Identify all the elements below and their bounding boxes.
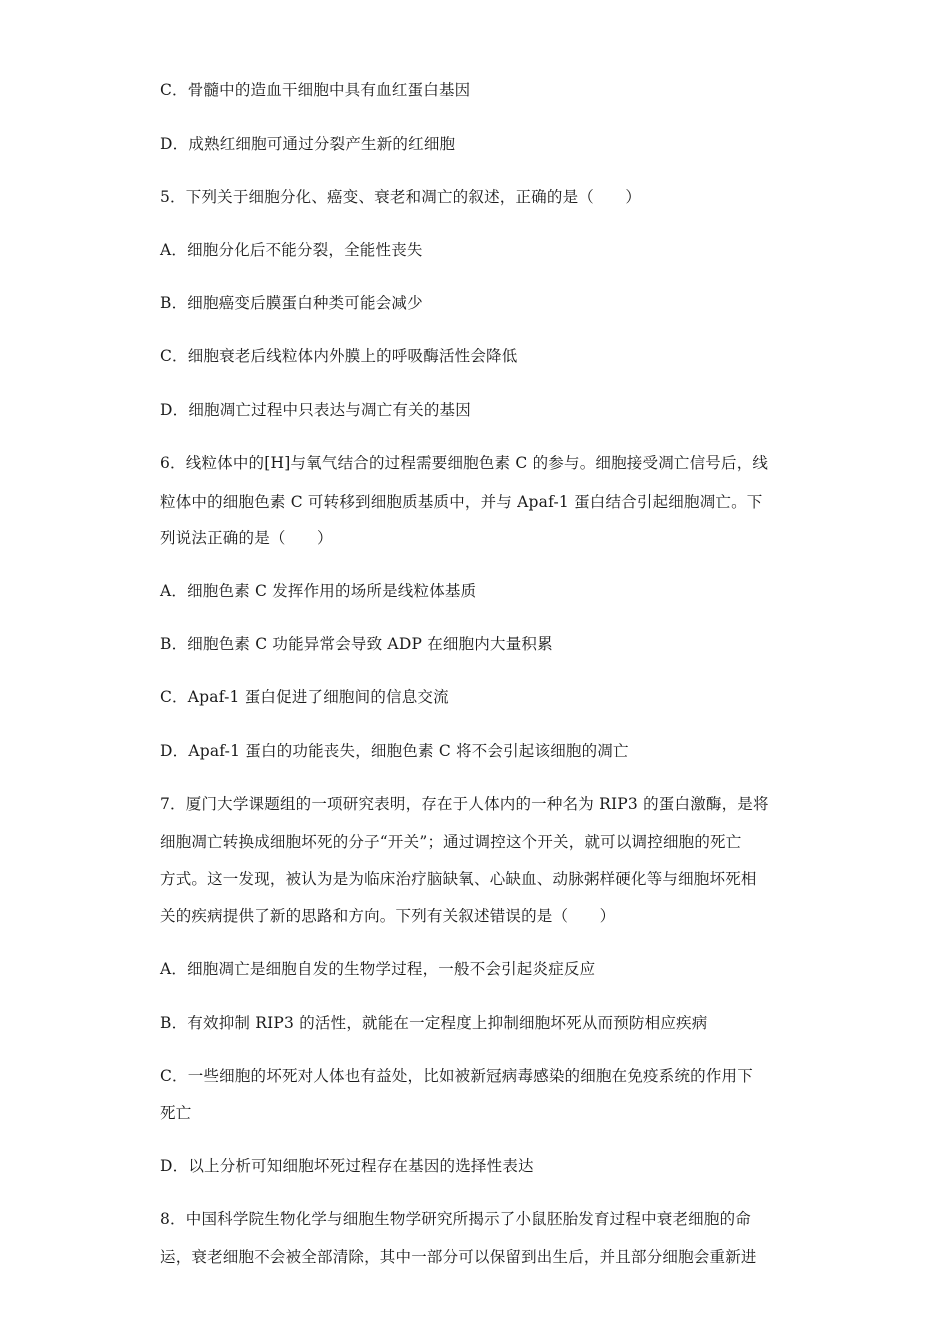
q5-option-c: C．细胞衰老后线粒体内外膜上的呼吸酶活性会降低 — [160, 347, 518, 365]
q6-option-b: B．细胞色素 C 功能异常会导致 ADP 在细胞内大量积累 — [160, 635, 553, 653]
q7-stem-line-1: 7．厦门大学课题组的一项研究表明，存在于人体内的一种名为 RIP3 的蛋白激酶，是将 — [160, 795, 769, 813]
q7-option-c-line-2: 死亡 — [160, 1104, 192, 1122]
q6-option-a: A．细胞色素 C 发挥作用的场所是线粒体基质 — [160, 582, 477, 600]
q4-option-c: C．骨髓中的造血干细胞中具有血红蛋白基因 — [160, 81, 471, 99]
q7-option-a: A．细胞凋亡是细胞自发的生物学过程，一般不会引起炎症反应 — [160, 960, 596, 978]
q8-stem-line-2: 运，衰老细胞不会被全部清除，其中一部分可以保留到出生后，并且部分细胞会重新进 — [160, 1248, 757, 1266]
q5-option-d: D．细胞凋亡过程中只表达与凋亡有关的基因 — [160, 401, 471, 419]
q5-option-a: A．细胞分化后不能分裂，全能性丧失 — [160, 241, 423, 259]
q7-stem-line-2: 细胞凋亡转换成细胞坏死的分子“开关”；通过调控这个开关，就可以调控细胞的死亡 — [160, 833, 742, 851]
q7-option-d: D．以上分析可知细胞坏死过程存在基因的选择性表达 — [160, 1157, 534, 1175]
q7-stem-line-4: 关的疾病提供了新的思路和方向。下列有关叙述错误的是（ ） — [160, 907, 616, 925]
q5-option-b: B．细胞癌变后膜蛋白种类可能会减少 — [160, 294, 423, 312]
q6-option-d: D．Apaf-1 蛋白的功能丧失，细胞色素 C 将不会引起该细胞的凋亡 — [160, 742, 629, 760]
q6-option-c: C．Apaf-1 蛋白促进了细胞间的信息交流 — [160, 688, 449, 706]
q8-stem-line-1: 8．中国科学院生物化学与细胞生物学研究所揭示了小鼠胚胎发育过程中衰老细胞的命 — [160, 1210, 751, 1228]
q4-option-d: D．成熟红细胞可通过分裂产生新的红细胞 — [160, 135, 456, 153]
q6-stem-line-3: 列说法正确的是（ ） — [160, 529, 333, 547]
q7-option-b: B．有效抑制 RIP3 的活性，就能在一定程度上抑制细胞坏死从而预防相应疾病 — [160, 1014, 708, 1032]
q7-stem-line-3: 方式。这一发现，被认为是为临床治疗脑缺氧、心缺血、动脉粥样硬化等与细胞坏死相 — [160, 870, 757, 888]
q5-stem: 5．下列关于细胞分化、癌变、衰老和凋亡的叙述，正确的是（ ） — [160, 188, 642, 206]
q6-stem-line-2: 粒体中的细胞色素 C 可转移到细胞质基质中，并与 Apaf-1 蛋白结合引起细胞凋亡。下 — [160, 493, 763, 511]
q6-stem-line-1: 6．线粒体中的[H]与氧气结合的过程需要细胞色素 C 的参与。细胞接受凋亡信号后，线 — [160, 454, 769, 472]
q7-option-c-line-1: C．一些细胞的坏死对人体也有益处，比如被新冠病毒感染的细胞在免疫系统的作用下 — [160, 1067, 753, 1085]
